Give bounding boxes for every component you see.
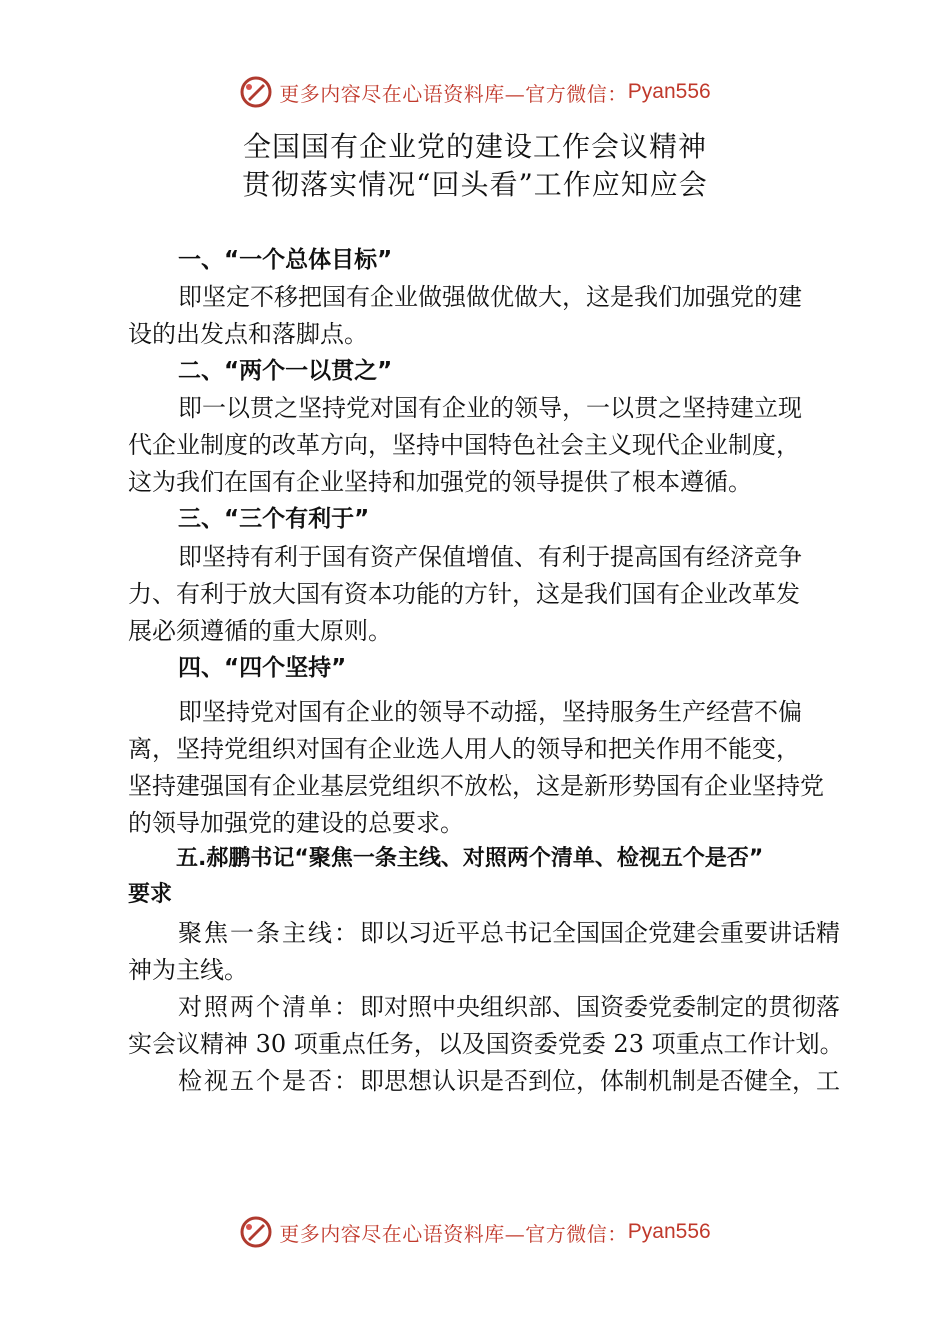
- s5-p3-label: 检视五个是否：: [178, 1067, 360, 1095]
- section4-line: 坚持建强国有企业基层党组织不放松，这是新形势国有企业坚持党: [128, 772, 824, 800]
- s5-p1-label: 聚焦一条主线：: [178, 919, 360, 947]
- section3-line: 展必须遵循的重大原则。: [128, 617, 392, 645]
- brand-logo-icon: [239, 1215, 273, 1249]
- section4-line: 离，坚持党组织对国有企业选人用人的领导和把关作用不能变，: [128, 735, 800, 763]
- document-title-line1: 全国国有企业党的建设工作会议精神: [242, 130, 707, 163]
- section3-line: 力、有利于放大国有资本功能的方针，这是我们国有企业改革发: [128, 580, 800, 608]
- section3-heading: 三、“三个有利于”: [178, 506, 370, 532]
- section4-line: 的领导加强党的建设的总要求。: [128, 809, 464, 837]
- s5-paragraph3: [178, 1063, 840, 1099]
- brand-logo-icon: [239, 75, 273, 109]
- s5-p1-text: 即以习近平总书记全国国企党建会重要讲话精: [360, 919, 840, 947]
- banner-text: 更多内容尽在心语资料库—官方微信：: [279, 81, 628, 106]
- s5-p1-line2: 神为主线。: [128, 956, 248, 984]
- section2-line: 即一以贯之坚持党对国有企业的领导，一以贯之坚持建立现: [178, 394, 802, 422]
- banner-wechat-id: Pyan556: [627, 80, 711, 103]
- header-banner: [0, 72, 950, 112]
- section5-heading: 五.郝鹏书记“聚焦一条主线、对照两个清单、检视五个是否”: [176, 846, 764, 871]
- section2-line: 代企业制度的改革方向，坚持中国特色社会主义现代企业制度，: [128, 431, 800, 459]
- section1-line: 设的出发点和落脚点。: [128, 320, 368, 348]
- section3-line: 即坚持有利于国有资产保值增值、有利于提高国有经济竞争: [178, 543, 802, 571]
- section2-heading: 二、“两个一以贯之”: [178, 358, 393, 384]
- s5-p3-text: 即思想认识是否到位，体制机制是否健全，工: [360, 1067, 840, 1095]
- s5-p2-label: 对照两个清单：: [178, 993, 360, 1021]
- section1-heading: 一、“一个总体目标”: [178, 247, 393, 273]
- s5-paragraph2: [178, 989, 840, 1025]
- section4-line: 即坚持党对国有企业的领导不动摇，坚持服务生产经营不偏: [178, 698, 802, 726]
- banner-wechat-id: Pyan556: [627, 1220, 711, 1243]
- banner-text: 更多内容尽在心语资料库—官方微信：: [279, 1221, 628, 1246]
- s5-p2-text: 即对照中央组织部、国资委党委制定的贯彻落: [360, 993, 840, 1021]
- section4-heading: 四、“四个坚持”: [178, 655, 347, 681]
- section5-heading-cont: 要求: [128, 882, 173, 907]
- section1-line: 即坚定不移把国有企业做强做优做大，这是我们加强党的建: [178, 283, 802, 311]
- footer-banner: [0, 1212, 950, 1252]
- s5-paragraph1: [178, 915, 840, 951]
- document-title-line2: 贯彻落实情况“回头看”工作应知应会: [242, 168, 708, 201]
- section2-line: 这为我们在国有企业坚持和加强党的领导提供了根本遵循。: [128, 468, 752, 496]
- s5-p2-line2: 实会议精神 30 项重点任务，以及国资委党委 23 项重点工作计划。: [128, 1030, 844, 1058]
